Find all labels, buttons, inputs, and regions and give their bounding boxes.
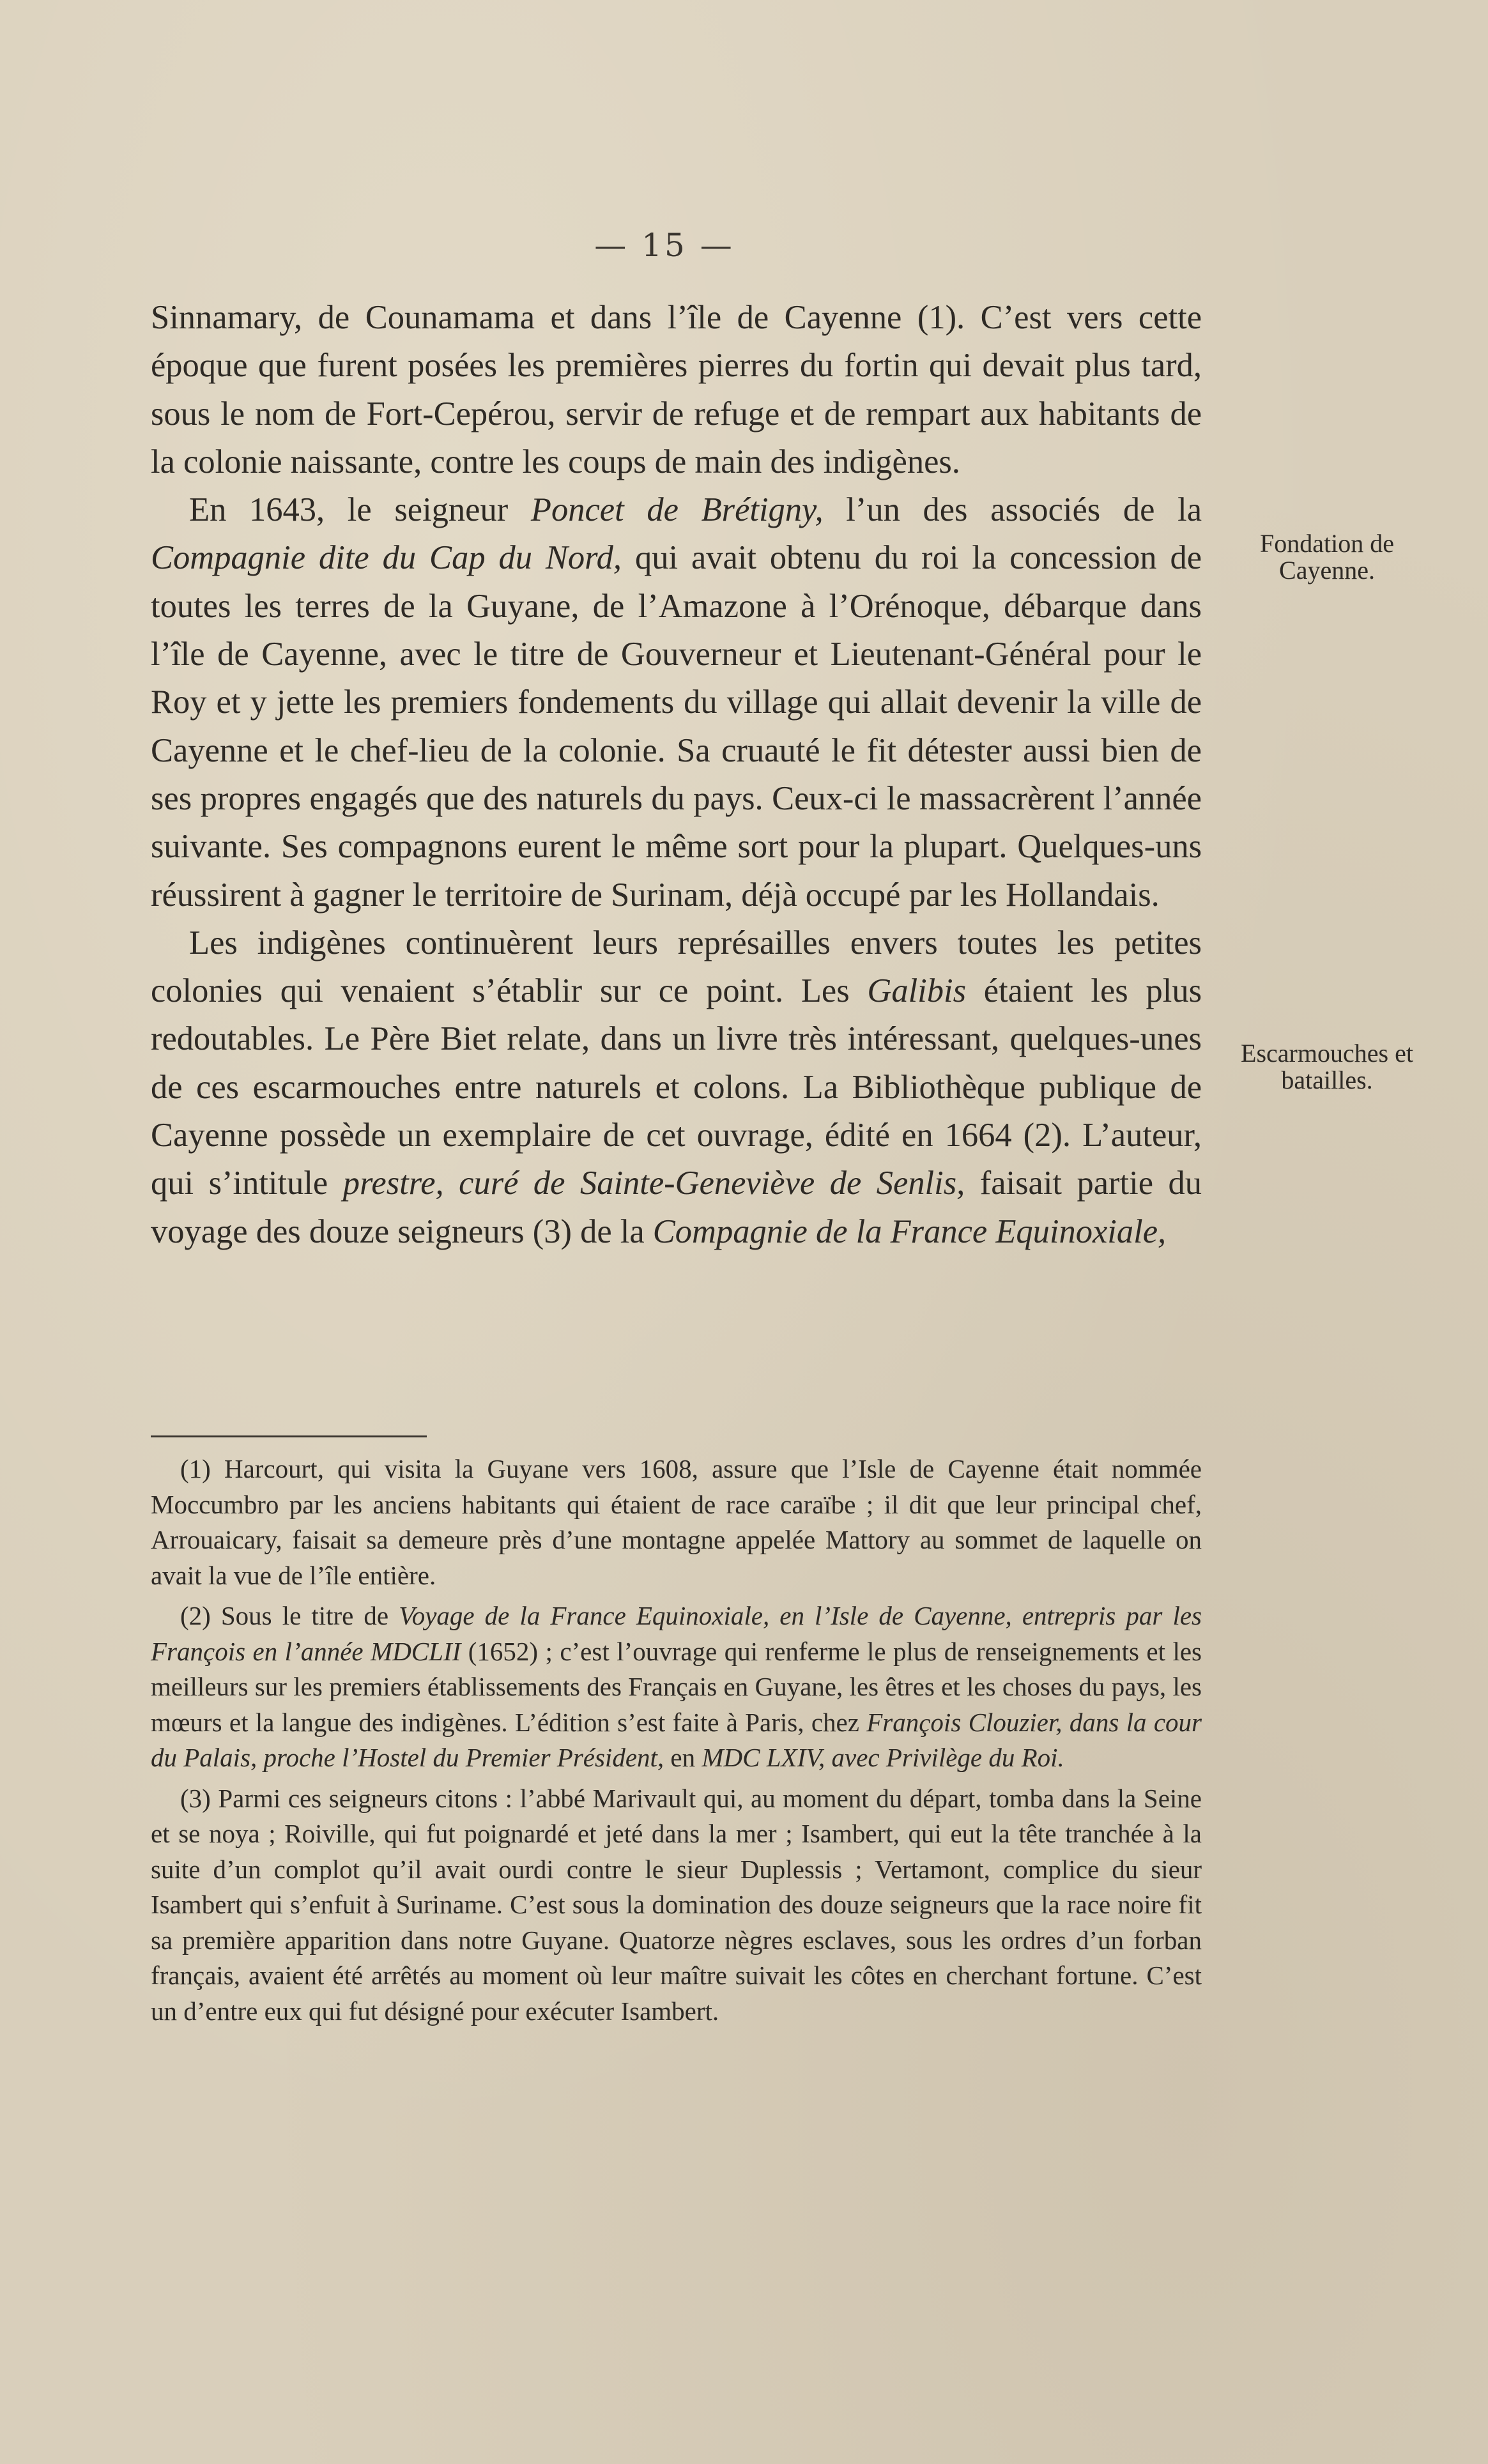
paragraph-2-text-c: l’un des associés de la	[823, 491, 1202, 529]
footnotes	[151, 1451, 1202, 2034]
author-title: prestre, curé de Sainte-Geneviève de Senlis,	[342, 1165, 965, 1202]
footnote-3: (3) Parmi ces seigneurs citons : l’abbé Marivault qui, au moment du départ, tomba dans la Seine et se noya ; Roiville, qui fut poignardé et jeté dans la mer ; Isambert, qui eut la tête tranchée à la suite d’un complot qu’il avait ourdi contre le sieur Duplessis ; Vertamont, complice du sieur Isambert qui s’enfuit à Suriname. C’est sous la domination des douze seigneurs que la race noire fit sa première apparition dans notre Guyane. Quatorze nègres esclaves, sous les ordres d’un forban français, avaient été arrêtés au moment où leur maître suivait les côtes en cherchant fortune. C’est un d’entre eux qui fut désigné pour exécuter Isambert.	[151, 1783, 1202, 2026]
footnote-2	[151, 1598, 1202, 1776]
book-title: Voyage de la France Equinoxiale, en l’Isle de Cayenne, entrepris par les François en l’année MDCLII	[151, 1601, 1202, 1666]
paragraph-1: Sinnamary, de Counamama et dans l’île de Cayenne (1). C’est vers cette époque que furent posées les premières pierres du fortin qui devait plus tard, sous le nom de Fort-Cepérou, servir de refuge et de rempart aux habitants de la colonie naissante, contre les coups de main des indigènes.	[151, 299, 1202, 480]
paragraph-2	[151, 486, 1202, 919]
publisher-name: François Clouzier, dans la cour du Palais, proche l’Hostel du Premier Président,	[151, 1707, 1202, 1772]
publication-date: MDC LXIV, avec Privilège du Roi.	[702, 1743, 1064, 1772]
paragraph-3-text-e: faisait partie du voyage des douze seigneurs (3) de la	[151, 1165, 1202, 1250]
paragraph-2-text-e: qui avait obtenu du roi la concession de toutes les terres de la Guyane, de l’Amazone à l’Orénoque, débarque dans l’île de Cayenne, avec le titre de Gouverneur et Lieutenant-Général pour le Roy et y jette les premiers fondements du village qui allait devenir la ville de Cayenne et le chef-lieu de la colonie. Sa cruauté le fit détester aussi bien de ses propres engagés que des naturels du pays. Ceux-ci le massacrèrent l’année suivante. Ses compagnons eurent le même sort pour la plupart. Quelques-uns réussirent à gagner le territoire de Surinam, déjà occupé par les Hollandais.	[151, 539, 1202, 914]
page-number: — 15 —	[594, 227, 735, 264]
footnote-2-text-c: (1652) ; c’est l’ouvrage qui renferme le plus de renseignements et les meilleurs sur les premiers établissements des Français en Guyane, les êtres et les choses du pays, les mœurs et la langue des indigènes. L’édition s’est faite à Paris, chez	[151, 1636, 1202, 1737]
footnote-2-text-a: (2) Sous le titre de	[180, 1601, 399, 1630]
margin-note-fondation: Fondation de Cayenne.	[1260, 529, 1394, 585]
paragraph-3-text-c: étaient les plus redoutables. Le Père Biet relate, dans un livre très intéressant, quelques-unes de ces escarmouches entre naturels et colons. La Bibliothèque publique de Cayenne possède un exemplaire de cet ouvrage, édité en 1664 (2). L’auteur, qui s’intitule	[151, 972, 1202, 1202]
paragraph-3-text-a: Les indigènes continuèrent leurs représailles envers toutes les petites colonies qui venaient s’établir sur ce point. Les	[151, 924, 1202, 1010]
person-name-poncet: Poncet de Brétigny,	[530, 491, 824, 529]
company-name-france-equinoxiale: Compagnie de la France Equinoxiale,	[652, 1213, 1167, 1250]
company-name-cap-du-nord: Compagnie dite du Cap du Nord,	[151, 539, 622, 577]
main-text	[151, 294, 1202, 1256]
footnote-1: (1) Harcourt, qui visita la Guyane vers 1608, assure que l’Isle de Cayenne était nommée Moccumbro par les anciens habitants qui étaient de race caraïbe ; il dit que leur principal chef, Arrouaicary, faisait sa demeure près d’une montagne appelée Mattory au sommet de laquelle on avait la vue de l’île entière.	[151, 1454, 1202, 1590]
paragraph-3	[151, 919, 1202, 1256]
paragraph-2-text-a: En 1643, le seigneur	[189, 491, 531, 529]
footnote-2-text-e: en	[664, 1743, 702, 1772]
footnote-divider	[151, 1435, 427, 1437]
tribe-name-galibis: Galibis	[867, 972, 967, 1010]
margin-note-escarmouches: Escarmouches et batailles.	[1241, 1039, 1413, 1094]
